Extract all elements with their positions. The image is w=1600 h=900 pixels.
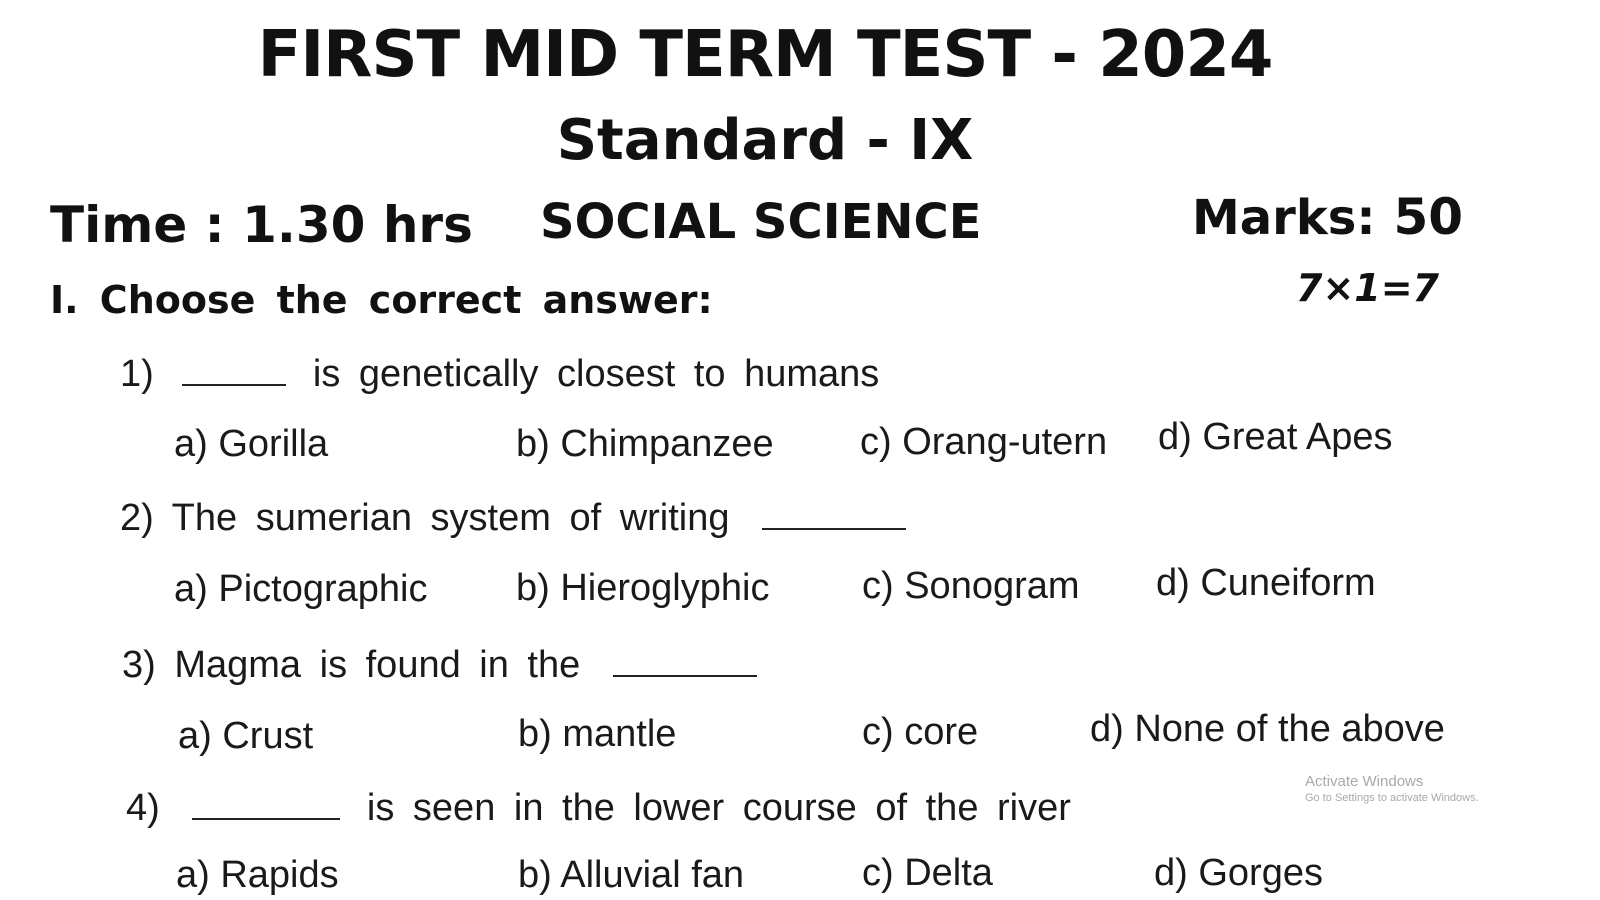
answer-blank <box>762 494 906 530</box>
answer-blank <box>613 641 757 677</box>
q2-option-d: d) Cuneiform <box>1156 562 1376 604</box>
question-number: 4) <box>126 787 160 829</box>
q1-option-d: d) Great Apes <box>1158 416 1393 458</box>
q3-option-b: b) mantle <box>518 713 677 755</box>
question-1 <box>120 350 879 396</box>
marks-scheme: 7×1=7 <box>1296 266 1440 310</box>
section-heading: I. Choose the correct answer: <box>50 278 713 322</box>
marks-value: 50 <box>1393 188 1464 246</box>
q1-option-b: b) Chimpanzee <box>516 423 774 465</box>
time-label: Time : 1.30 hrs <box>50 196 473 254</box>
subject-label: SOCIAL SCIENCE <box>540 194 982 250</box>
q3-option-c: c) core <box>862 711 979 753</box>
question-4 <box>126 784 1071 830</box>
q4-option-d: d) Gorges <box>1154 852 1323 894</box>
question-2 <box>120 494 906 540</box>
q4-option-c: c) Delta <box>862 852 993 894</box>
q2-option-a: a) Pictographic <box>174 568 428 610</box>
q1-option-c: c) Orang-utern <box>860 421 1108 463</box>
q2-option-c: c) Sonogram <box>862 565 1080 607</box>
q4-option-a: a) Rapids <box>176 854 339 896</box>
q4-option-b: b) Alluvial fan <box>518 854 745 896</box>
watermark-subtitle: Go to Settings to activate Windows. <box>1305 792 1479 804</box>
standard-label: Standard - IX <box>556 108 974 173</box>
question-3 <box>122 641 757 687</box>
question-text: Magma is found in the <box>174 644 581 686</box>
answer-blank <box>192 784 340 820</box>
q3-option-d: d) None of the above <box>1090 708 1445 750</box>
q2-option-b: b) Hieroglyphic <box>516 567 770 609</box>
q3-option-a: a) Crust <box>178 715 314 757</box>
question-number: 1) <box>120 353 154 395</box>
q1-option-a: a) Gorilla <box>174 423 329 465</box>
question-text: is genetically closest to humans <box>312 353 880 395</box>
question-text: The sumerian system of writing <box>171 497 730 539</box>
marks-block <box>1192 188 1463 246</box>
watermark-title: Activate Windows <box>1305 773 1424 790</box>
question-number: 2) <box>120 497 154 539</box>
marks-label: Marks: <box>1192 190 1376 246</box>
question-text: is seen in the lower course of the river <box>366 787 1071 829</box>
question-number: 3) <box>122 644 156 686</box>
exam-title: FIRST MID TERM TEST - 2024 <box>257 18 1273 92</box>
activate-windows-watermark <box>1305 773 1479 804</box>
answer-blank <box>182 350 286 386</box>
